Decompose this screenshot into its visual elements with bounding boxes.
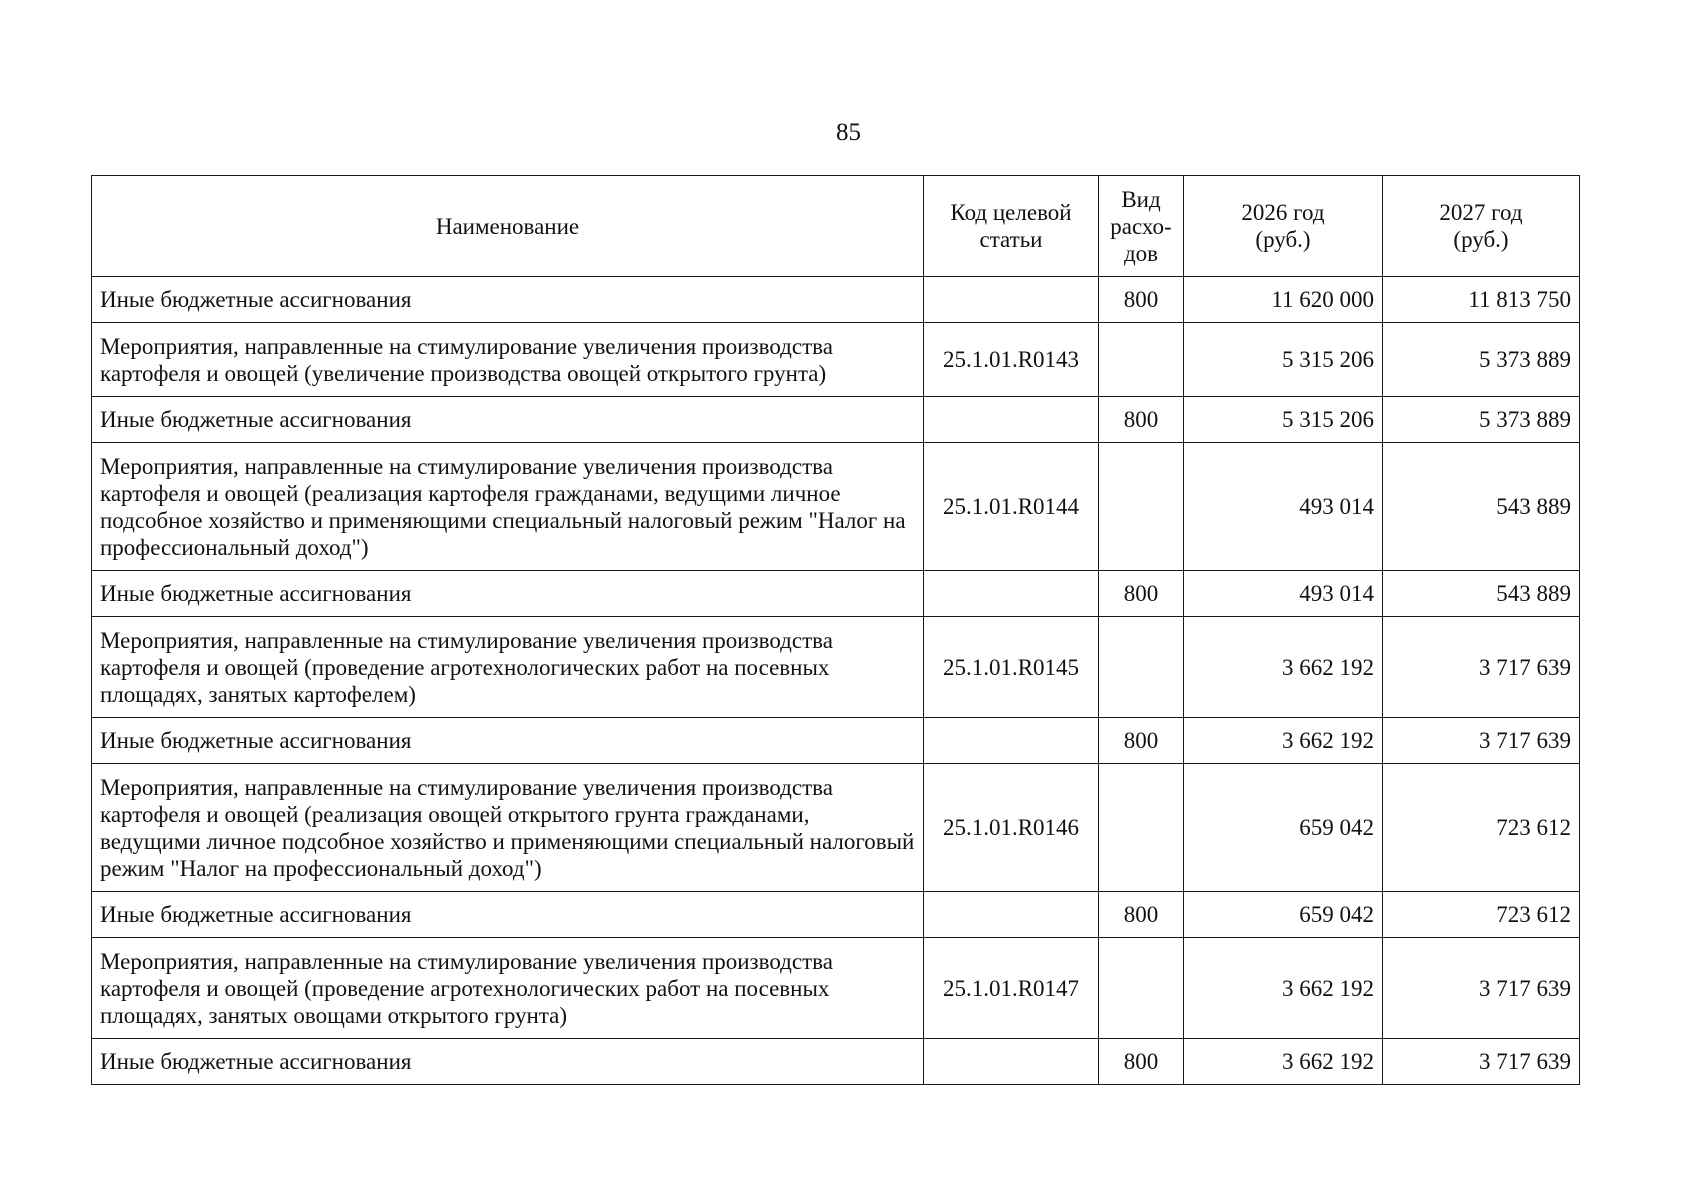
cell-2026: 3 662 192 bbox=[1184, 1039, 1383, 1085]
cell-name: Мероприятия, направленные на стимулирование увеличения производства картофеля и овощей (увеличение производства овощей открытого грунта) bbox=[92, 323, 924, 397]
cell-2026: 659 042 bbox=[1184, 892, 1383, 938]
cell-2027: 5 373 889 bbox=[1383, 323, 1580, 397]
cell-2027: 723 612 bbox=[1383, 892, 1580, 938]
cell-code: 25.1.01.R0146 bbox=[924, 764, 1099, 892]
cell-2027: 543 889 bbox=[1383, 443, 1580, 571]
header-code-line1: Код целевой bbox=[950, 200, 1072, 225]
cell-type: 800 bbox=[1099, 277, 1184, 323]
cell-name: Иные бюджетные ассигнования bbox=[92, 277, 924, 323]
cell-2027: 3 717 639 bbox=[1383, 617, 1580, 718]
header-type bbox=[1099, 176, 1184, 277]
table-row bbox=[92, 1039, 1580, 1085]
table-row bbox=[92, 892, 1580, 938]
cell-code bbox=[924, 397, 1099, 443]
table-row bbox=[92, 397, 1580, 443]
table-row bbox=[92, 617, 1580, 718]
table-row bbox=[92, 938, 1580, 1039]
table-row bbox=[92, 764, 1580, 892]
cell-code: 25.1.01.R0144 bbox=[924, 443, 1099, 571]
header-2026-line2: (руб.) bbox=[1255, 227, 1311, 252]
header-2026 bbox=[1184, 176, 1383, 277]
table-row bbox=[92, 443, 1580, 571]
cell-type: 800 bbox=[1099, 1039, 1184, 1085]
cell-2026: 11 620 000 bbox=[1184, 277, 1383, 323]
cell-2027: 3 717 639 bbox=[1383, 1039, 1580, 1085]
cell-2027: 3 717 639 bbox=[1383, 938, 1580, 1039]
cell-name: Иные бюджетные ассигнования bbox=[92, 892, 924, 938]
table-row bbox=[92, 323, 1580, 397]
cell-type: 800 bbox=[1099, 571, 1184, 617]
cell-name: Мероприятия, направленные на стимулирование увеличения производства картофеля и овощей (проведение агротехнологических работ на посевных площадях, занятых картофелем) bbox=[92, 617, 924, 718]
cell-type: 800 bbox=[1099, 397, 1184, 443]
cell-type bbox=[1099, 443, 1184, 571]
cell-code bbox=[924, 892, 1099, 938]
cell-name: Иные бюджетные ассигнования bbox=[92, 397, 924, 443]
cell-code bbox=[924, 571, 1099, 617]
cell-type: 800 bbox=[1099, 718, 1184, 764]
cell-2027: 3 717 639 bbox=[1383, 718, 1580, 764]
cell-2026: 3 662 192 bbox=[1184, 617, 1383, 718]
table-header-row bbox=[92, 176, 1580, 277]
header-2026-line1: 2026 год bbox=[1241, 200, 1325, 225]
header-2027-line1: 2027 год bbox=[1439, 200, 1523, 225]
cell-code: 25.1.01.R0143 bbox=[924, 323, 1099, 397]
header-name-text: Наименование bbox=[435, 213, 580, 239]
cell-code bbox=[924, 718, 1099, 764]
header-2027 bbox=[1383, 176, 1580, 277]
cell-2027: 11 813 750 bbox=[1383, 277, 1580, 323]
cell-code: 25.1.01.R0147 bbox=[924, 938, 1099, 1039]
cell-name: Иные бюджетные ассигнования bbox=[92, 718, 924, 764]
header-type-line3: дов bbox=[1123, 240, 1159, 266]
header-name bbox=[92, 176, 924, 277]
cell-2026: 493 014 bbox=[1184, 443, 1383, 571]
table-row bbox=[92, 718, 1580, 764]
cell-2027: 5 373 889 bbox=[1383, 397, 1580, 443]
header-code bbox=[924, 176, 1099, 277]
cell-name: Мероприятия, направленные на стимулирование увеличения производства картофеля и овощей (реализация овощей открытого грунта гражданами, ведущими личное подсобное хозяйство и применяющими специальный налоговый режим "Налог на профессиональный доход") bbox=[92, 764, 924, 892]
page-number: 85 bbox=[836, 119, 861, 146]
budget-table bbox=[91, 175, 1580, 1085]
cell-2026: 5 315 206 bbox=[1184, 323, 1383, 397]
cell-2026: 493 014 bbox=[1184, 571, 1383, 617]
cell-2026: 3 662 192 bbox=[1184, 718, 1383, 764]
cell-type bbox=[1099, 617, 1184, 718]
cell-name: Иные бюджетные ассигнования bbox=[92, 1039, 924, 1085]
cell-type bbox=[1099, 323, 1184, 397]
header-2027-line2: (руб.) bbox=[1453, 227, 1509, 252]
cell-type bbox=[1099, 938, 1184, 1039]
cell-name: Мероприятия, направленные на стимулирование увеличения производства картофеля и овощей (реализация картофеля гражданами, ведущими личное подсобное хозяйство и применяющими специальный налоговый режим "Налог на профессиональный доход") bbox=[92, 443, 924, 571]
header-type-line2: расхо- bbox=[1110, 213, 1172, 239]
cell-name: Иные бюджетные ассигнования bbox=[92, 571, 924, 617]
header-code-line2: статьи bbox=[979, 227, 1043, 252]
cell-2027: 543 889 bbox=[1383, 571, 1580, 617]
table-row bbox=[92, 571, 1580, 617]
cell-2026: 3 662 192 bbox=[1184, 938, 1383, 1039]
table-row bbox=[92, 277, 1580, 323]
cell-type bbox=[1099, 764, 1184, 892]
cell-name: Мероприятия, направленные на стимулирование увеличения производства картофеля и овощей (проведение агротехнологических работ на посевных площадях, занятых овощами открытого грунта) bbox=[92, 938, 924, 1039]
cell-2027: 723 612 bbox=[1383, 764, 1580, 892]
cell-code bbox=[924, 1039, 1099, 1085]
cell-code: 25.1.01.R0145 bbox=[924, 617, 1099, 718]
cell-code bbox=[924, 277, 1099, 323]
cell-type: 800 bbox=[1099, 892, 1184, 938]
cell-2026: 659 042 bbox=[1184, 764, 1383, 892]
header-type-line1: Вид bbox=[1121, 186, 1161, 212]
cell-2026: 5 315 206 bbox=[1184, 397, 1383, 443]
